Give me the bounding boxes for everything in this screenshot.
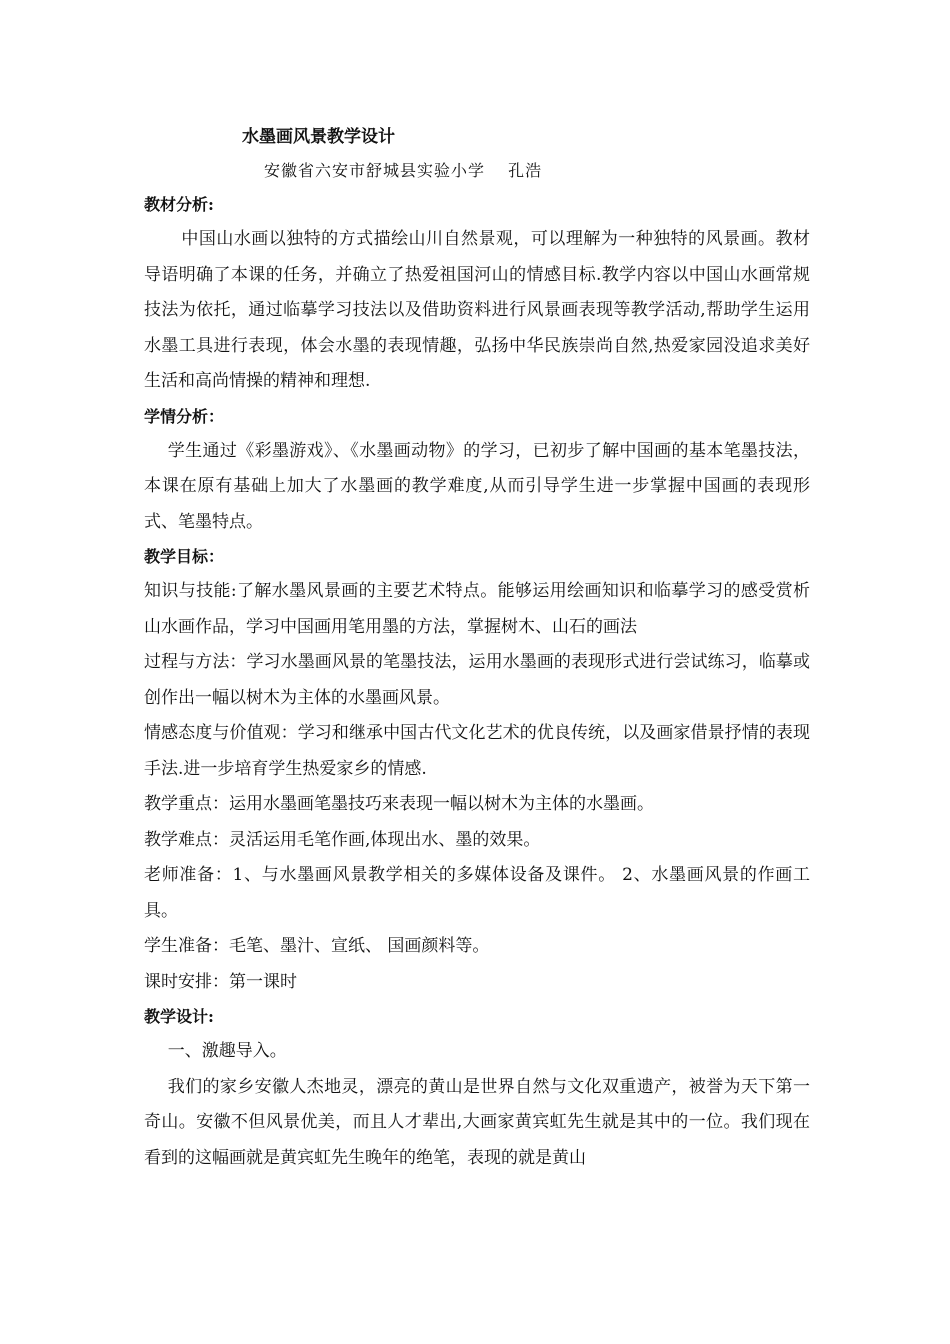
goal-knowledge-skills: 知识与技能:了解水墨风景画的主要艺术特点。能够运用绘画知识和临摹学习的感受赏析山水画作品，学习中国画用笔用墨的方法，掌握树木、山石的画法 xyxy=(144,581,810,637)
step-one-title: 一、激趣导入。 xyxy=(167,1041,287,1061)
student-preparation: 学生准备：毛笔、墨汁、宣纸、 国画颜料等。 xyxy=(144,936,490,956)
paragraph-step-one: 我们的家乡安徽人杰地灵，漂亮的黄山是世界自然与文化双重遗产，被誉为天下第一奇山。安徽不但风景优美，而且人才辈出,大画家黄宾虹先生就是其中的一位。我们现在看到的这幅画就是黄宾虹先生晚年的绝笔，表现的就是黄山 xyxy=(144,1076,810,1168)
heading-teaching-goals: 教学目标： xyxy=(144,547,225,566)
document-author: 安徽省六安市舒城县实验小学 孔浩 xyxy=(264,161,543,180)
teaching-difficulty: 教学难点：灵活运用毛笔作画,体现出水、墨的效果。 xyxy=(144,829,541,850)
lesson-schedule: 课时安排：第一课时 xyxy=(144,971,297,992)
document-title: 水墨画风景教学设计 xyxy=(242,127,395,147)
teacher-preparation: 老师准备：1、与水墨画风景教学相关的多媒体设备及课件。 2、水墨画风景的作画工具。 xyxy=(144,865,810,921)
heading-student-analysis: 学情分析： xyxy=(144,406,225,426)
heading-teaching-design: 教学设计: xyxy=(144,1007,214,1026)
goal-process-method: 过程与方法：学习水墨画风景的笔墨技法，运用水墨画的表现形式进行尝试练习，临摹或创作出一幅以树木为主体的水墨画风景。 xyxy=(144,652,810,708)
document-body xyxy=(144,120,810,1176)
teaching-key-point: 教学重点：运用水墨画笔墨技巧来表现一幅以树木为主体的水墨画。 xyxy=(144,794,654,814)
goal-emotion-values: 情感态度与价值观：学习和继承中国古代文化艺术的优良传统，以及画家借景抒情的表现手法.进一步培育学生热爱家乡的情感. xyxy=(144,723,810,779)
paragraph-material-analysis: 中国山水画以独特的方式描绘山川自然景观，可以理解为一种独特的风景画。教材导语明确了本课的任务，并确立了热爱祖国河山的情感目标.教学内容以中国山水画常规技法为依托，通过临摹学习技法以及借助资料进行风景画表现等教学活动,帮助学生运用水墨工具进行表现，体会水墨的表现情趣，弘扬中华民族崇尚自然,热爱家园没追求美好生活和高尚情操的精神和理想. xyxy=(144,229,810,391)
heading-material-analysis: 教材分析: xyxy=(144,195,214,214)
paragraph-student-analysis: 学生通过《彩墨游戏》、《水墨画动物》的学习，已初步了解中国画的基本笔墨技法，本课在原有基础上加大了水墨画的教学难度,从而引导学生进一步掌握中国画的表现形式、笔墨特点。 xyxy=(144,440,810,532)
